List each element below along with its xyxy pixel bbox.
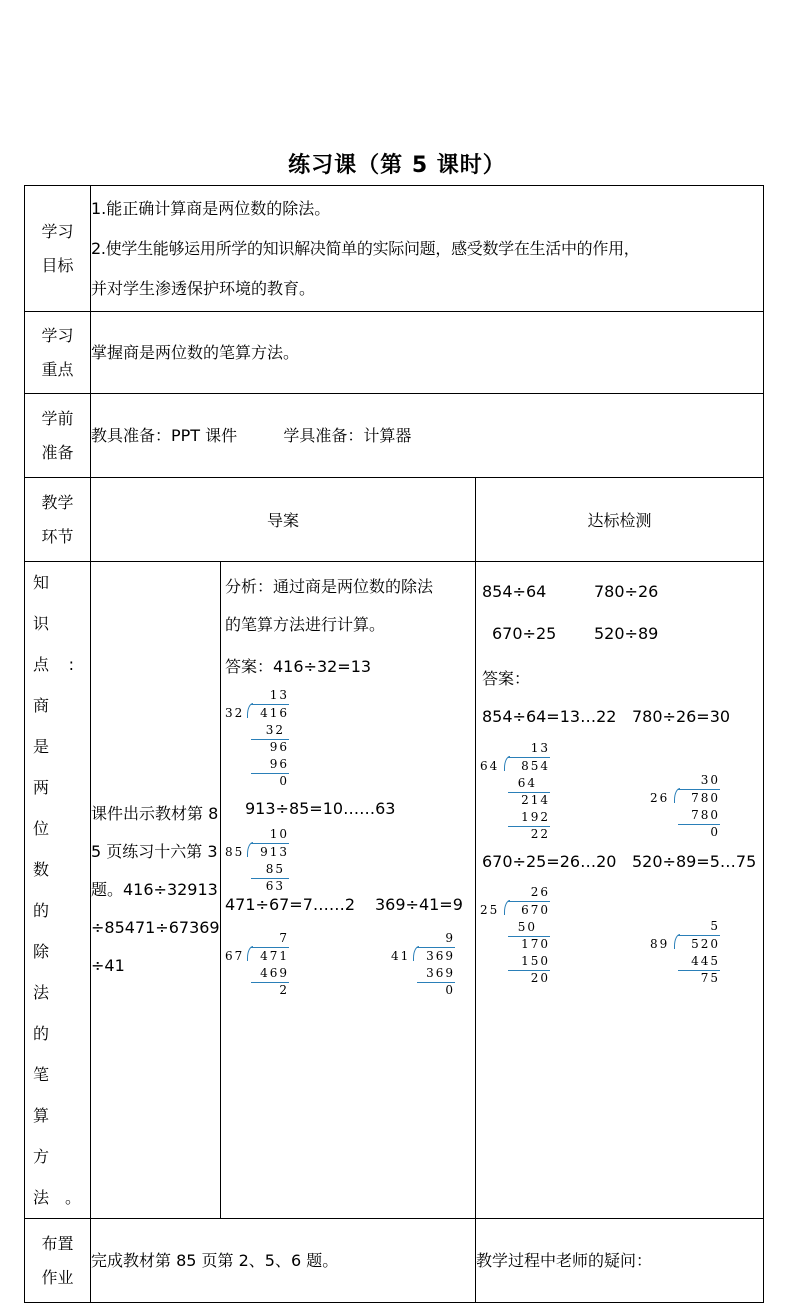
step: 780	[691, 808, 720, 822]
long-division-913	[225, 827, 289, 893]
test-q-520: 520÷89	[594, 624, 659, 643]
eq-471: 471÷67=7……2	[225, 895, 356, 914]
teacher-question: 教学过程中老师的疑问：	[476, 1219, 764, 1303]
dividend: 471	[260, 949, 289, 963]
homework-content: 完成教材第 85 页第 2、5、6 题。	[91, 1219, 476, 1303]
test-answer-label: 答案：	[482, 669, 531, 688]
remainder: 75	[700, 971, 720, 985]
long-division-854	[480, 741, 550, 841]
header-guide: 导案	[91, 478, 476, 562]
test-eq-520: 520÷89=5…75	[632, 852, 757, 871]
division-bracket	[504, 900, 510, 915]
long-division-471	[225, 931, 289, 997]
dividend: 854	[521, 759, 550, 773]
quotient: 5	[710, 919, 720, 933]
textbook-task: 课件出示教材第 85 页练习十六第 3 题。416÷32913÷85471÷67369÷41	[91, 562, 221, 1219]
step: 214	[521, 793, 550, 807]
divisor: 85	[225, 845, 245, 859]
division-bracket	[674, 788, 680, 803]
knowledge-point: 知识点:商是两位数的除法的笔算方法。	[25, 562, 91, 1219]
division-bracket	[247, 703, 253, 718]
label-line: 布置	[41, 1233, 74, 1253]
remainder: 0	[445, 983, 455, 997]
label-teaching-link	[25, 478, 91, 562]
rule-line	[678, 935, 720, 936]
divisor: 41	[391, 949, 411, 963]
rule-line	[508, 757, 550, 758]
goal-line-3: 并对学生渗透保护环境的教育。	[91, 278, 316, 298]
long-division-780	[650, 773, 720, 839]
remainder: 22	[530, 827, 550, 841]
label-homework	[25, 1219, 91, 1303]
eq-369: 369÷41=9	[375, 895, 463, 914]
quotient: 30	[700, 773, 720, 787]
quotient: 26	[530, 885, 550, 899]
row-key-focus	[25, 312, 764, 394]
division-bracket	[504, 756, 510, 771]
teacher-prep: 教具准备：PPT 课件	[91, 425, 238, 445]
divisor: 25	[480, 903, 500, 917]
label-line: 学前	[41, 408, 74, 428]
header-test: 达标检测	[476, 478, 764, 562]
test-eq-670: 670÷25=26…20	[482, 852, 617, 871]
divisor: 26	[650, 791, 670, 805]
label-line: 重点	[41, 359, 74, 379]
row-teaching-link	[25, 478, 764, 562]
test-cell	[476, 562, 764, 1219]
test-q-780: 780÷26	[594, 582, 659, 601]
long-division-369	[391, 931, 455, 997]
label-line: 学习	[41, 221, 74, 241]
rule-line	[251, 704, 289, 705]
label-line: 作业	[41, 1267, 74, 1287]
step: 32	[265, 723, 285, 737]
divisor: 67	[225, 949, 245, 963]
dividend: 416	[260, 706, 289, 720]
page-title: 练习课（第 5 课时）	[288, 153, 506, 178]
quotient: 9	[445, 931, 455, 945]
student-prep: 学具准备：计算器	[283, 425, 412, 445]
label-learning-goal	[25, 186, 91, 312]
focus-content: 掌握商是两位数的笔算方法。	[91, 312, 764, 394]
test-eq-854: 854÷64=13…22	[482, 707, 617, 726]
answer-416: 答案：416÷32=13	[225, 657, 372, 676]
analysis-line-2: 的笔算方法进行计算。	[225, 615, 386, 634]
divisor: 89	[650, 937, 670, 951]
label-line: 目标	[41, 255, 74, 275]
dividend: 780	[691, 791, 720, 805]
step: 369	[426, 966, 455, 980]
step: 150	[521, 954, 550, 968]
division-bracket	[674, 934, 680, 949]
row-learning-goal	[25, 186, 764, 312]
dividend: 913	[260, 845, 289, 859]
label-line: 学习	[41, 325, 74, 345]
long-division-520	[650, 919, 720, 985]
label-key-focus	[25, 312, 91, 394]
step: 192	[521, 810, 550, 824]
dividend: 520	[691, 937, 720, 951]
row-preparation	[25, 394, 764, 478]
rule-line	[417, 947, 455, 948]
quotient: 10	[269, 827, 289, 841]
remainder: 0	[710, 825, 720, 839]
step: 96	[269, 740, 289, 754]
divisor: 32	[225, 706, 245, 720]
rule-line	[678, 789, 720, 790]
step: 469	[260, 966, 289, 980]
quotient: 7	[279, 931, 289, 945]
remainder: 20	[530, 971, 550, 985]
division-bracket	[247, 842, 253, 857]
dividend: 670	[521, 903, 550, 917]
prep-content	[91, 394, 764, 478]
goal-content	[91, 186, 764, 312]
quotient: 13	[530, 741, 550, 755]
row-homework	[25, 1219, 764, 1303]
remainder: 0	[279, 774, 289, 788]
step: 64	[517, 776, 537, 790]
test-q-670: 670÷25	[492, 624, 557, 643]
step: 170	[521, 937, 550, 951]
dividend: 369	[426, 949, 455, 963]
lesson-plan-table	[24, 185, 764, 1303]
step: 50	[517, 920, 537, 934]
label-line: 环节	[41, 526, 74, 546]
step: 445	[691, 954, 720, 968]
test-q-854: 854÷64	[482, 582, 547, 601]
row-knowledge	[25, 562, 764, 1219]
divisor: 64	[480, 759, 500, 773]
division-bracket	[413, 946, 419, 961]
rule-line	[251, 843, 289, 844]
long-division-670	[480, 885, 550, 985]
guide-cell	[221, 562, 476, 1219]
label-line: 准备	[41, 442, 74, 462]
goal-line-2: 2.使学生能够运用所学的知识解决简单的实际问题，感受数学在生活中的作用，	[91, 238, 640, 258]
remainder: 2	[279, 983, 289, 997]
rule-line	[251, 947, 289, 948]
eq-913: 913÷85=10……63	[245, 799, 396, 818]
analysis-line-1: 分析：通过商是两位数的除法	[225, 577, 434, 596]
rule-line	[508, 901, 550, 902]
remainder: 63	[265, 879, 285, 893]
long-division-416	[225, 688, 289, 788]
test-eq-780: 780÷26=30	[632, 707, 731, 726]
goal-line-1: 1.能正确计算商是两位数的除法。	[91, 198, 331, 218]
step: 85	[265, 862, 285, 876]
division-bracket	[247, 946, 253, 961]
label-line: 教学	[41, 492, 74, 512]
label-preparation	[25, 394, 91, 478]
step: 96	[269, 757, 289, 771]
quotient: 13	[269, 688, 289, 702]
